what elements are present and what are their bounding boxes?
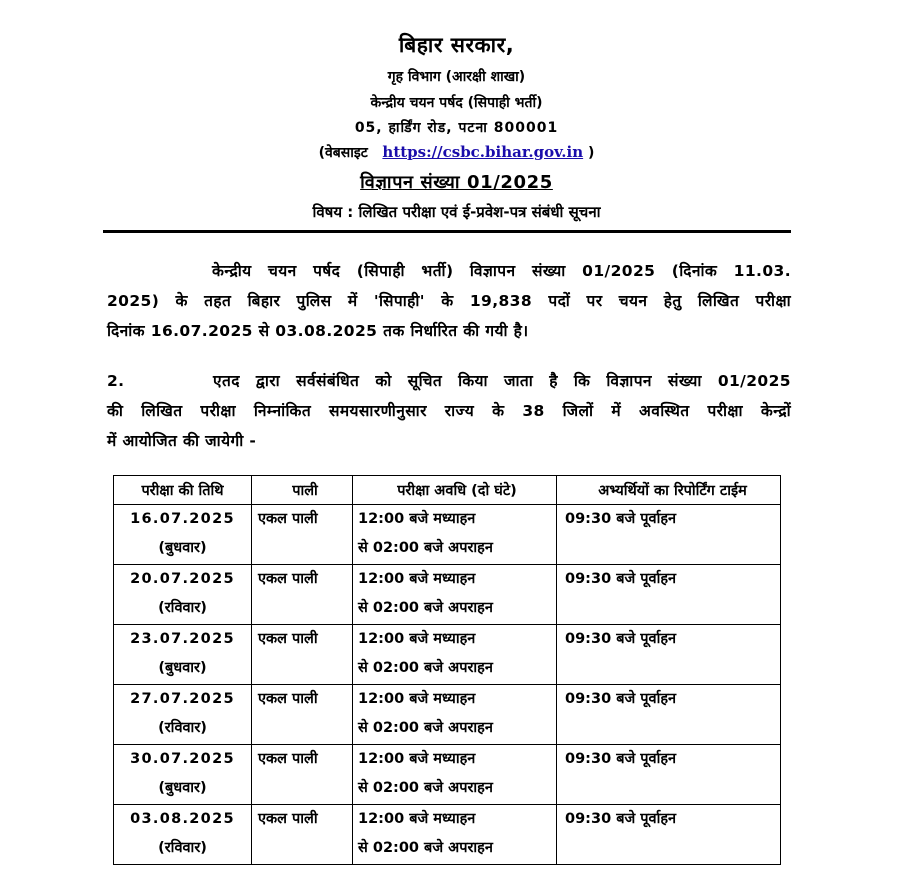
- govt-title: बिहार सरकार,: [398, 33, 515, 57]
- duration-cell: [353, 625, 557, 685]
- time-to: से 02:00 बजे अपराहन: [358, 540, 493, 556]
- paragraph-1: [107, 256, 791, 346]
- reporting-cell: [557, 745, 781, 805]
- exam-day: (रविवार): [158, 720, 207, 736]
- paragraph-2-intro: एतद द्वारा सर्वसंबंधित को सूचित किया जाता है कि: [213, 372, 591, 390]
- board-line: केन्द्रीय चयन पर्षद (सिपाही भर्ती): [370, 95, 543, 111]
- reporting-cell: [557, 685, 781, 745]
- reporting-time: 09:30 बजे पूर्वाहन: [565, 571, 677, 587]
- shift: एकल पाली: [258, 751, 318, 767]
- paragraph-2-line-2: [107, 396, 791, 426]
- header-exam-date: परीक्षा की तिथि: [114, 476, 252, 505]
- reporting-cell: [557, 805, 781, 865]
- reporting-time: 09:30 बजे पूर्वाहन: [565, 631, 677, 647]
- header-reporting-time: अभ्यर्थियों का रिपोर्टिंग टाईम: [557, 476, 781, 505]
- subject-line: विषय : लिखित परीक्षा एवं ई-प्रवेश-पत्र संबंधी सूचना: [312, 203, 601, 221]
- duration-cell: [353, 805, 557, 865]
- exam-date: 27.07.2025: [130, 691, 235, 707]
- time-from: 12:00 बजे मध्याहन: [358, 691, 476, 707]
- exam-date: 20.07.2025: [130, 571, 235, 587]
- table-row: [114, 565, 781, 625]
- website-suffix: ): [588, 145, 595, 161]
- date-cell: [114, 565, 252, 625]
- exam-date: 03.08.2025: [130, 811, 235, 827]
- header-duration: परीक्षा अवधि (दो घंटे): [353, 476, 557, 505]
- time-to: से 02:00 बजे अपराहन: [358, 720, 493, 736]
- exam-day: (रविवार): [158, 840, 207, 856]
- time-from: 12:00 बजे मध्याहन: [358, 511, 476, 527]
- duration-cell: [353, 565, 557, 625]
- table-row: [114, 685, 781, 745]
- time-from: 12:00 बजे मध्याहन: [358, 571, 476, 587]
- exam-day: (बुधवार): [158, 540, 207, 556]
- shift-cell: [252, 805, 353, 865]
- reporting-time: 09:30 बजे पूर्वाहन: [565, 811, 677, 827]
- reporting-cell: [557, 505, 781, 565]
- website-prefix: (वेबसाइट: [318, 145, 368, 161]
- website-line: [0, 143, 913, 162]
- paragraph-1-line-1: केन्द्रीय चयन पर्षद (सिपाही भर्ती) विज्ञापन संख्या 01/2025 (दिनांक 11.03.: [212, 262, 791, 280]
- shift-cell: [252, 625, 353, 685]
- shift-cell: [252, 565, 353, 625]
- exam-schedule-table: [113, 475, 781, 865]
- time-to: से 02:00 बजे अपराहन: [358, 780, 493, 796]
- reporting-cell: [557, 565, 781, 625]
- reporting-time: 09:30 बजे पूर्वाहन: [565, 691, 677, 707]
- exam-day: (बुधवार): [158, 660, 207, 676]
- paragraph-1-line-2: 2025) के तहत बिहार पुलिस में 'सिपाही' के 19,838 पदों पर चयन हेतु लिखित परीक्षा: [107, 292, 791, 310]
- department-line: गृह विभाग (आरक्षी शाखा): [387, 69, 526, 85]
- website-link[interactable]: https://csbc.bihar.gov.in: [382, 143, 584, 161]
- exam-date: 16.07.2025: [130, 511, 235, 527]
- time-from: 12:00 बजे मध्याहन: [358, 811, 476, 827]
- date-cell: [114, 685, 252, 745]
- advertisement-number: विज्ञापन संख्या 01/2025: [360, 172, 553, 193]
- time-to: से 02:00 बजे अपराहन: [358, 660, 493, 676]
- paragraph-2-schedule-text: निम्नांकित समयसारणीनुसार राज्य के 38 जिलों में अवस्थित परीक्षा केन्द्रों: [253, 402, 792, 420]
- reporting-time: 09:30 बजे पूर्वाहन: [565, 511, 677, 527]
- paragraph-2: [107, 366, 791, 456]
- duration-cell: [353, 685, 557, 745]
- exam-date: 23.07.2025: [130, 631, 235, 647]
- time-from: 12:00 बजे मध्याहन: [358, 631, 476, 647]
- time-to: से 02:00 बजे अपराहन: [358, 840, 493, 856]
- shift-cell: [252, 505, 353, 565]
- table-row: [114, 505, 781, 565]
- paragraph-2-line-1: [107, 366, 791, 396]
- shift: एकल पाली: [258, 811, 318, 827]
- table-header-row: [114, 476, 781, 505]
- date-cell: [114, 625, 252, 685]
- duration-cell: [353, 505, 557, 565]
- reporting-time: 09:30 बजे पूर्वाहन: [565, 751, 677, 767]
- table-row: [114, 625, 781, 685]
- paragraph-2-line-3: में आयोजित की जायेगी -: [107, 432, 257, 450]
- date-cell: [114, 505, 252, 565]
- shift: एकल पाली: [258, 631, 318, 647]
- time-from: 12:00 बजे मध्याहन: [358, 751, 476, 767]
- paragraph-1-line-3: दिनांक 16.07.2025 से 03.08.2025 तक निर्धारित की गयी है।: [107, 322, 529, 340]
- reporting-cell: [557, 625, 781, 685]
- paragraph-2-advertisement: विज्ञापन संख्या 01/2025: [606, 372, 791, 390]
- shift-cell: [252, 745, 353, 805]
- exam-day: (बुधवार): [158, 780, 207, 796]
- date-cell: [114, 745, 252, 805]
- exam-date: 30.07.2025: [130, 751, 235, 767]
- address-line: 05, हार्डिंग रोड, पटना 800001: [354, 120, 559, 136]
- shift: एकल पाली: [258, 511, 318, 527]
- table-row: [114, 745, 781, 805]
- divider: [103, 230, 791, 233]
- table-row: [114, 805, 781, 865]
- paragraph-2-exam: की लिखित परीक्षा: [107, 402, 236, 420]
- time-to: से 02:00 बजे अपराहन: [358, 600, 493, 616]
- date-cell: [114, 805, 252, 865]
- duration-cell: [353, 745, 557, 805]
- exam-day: (रविवार): [158, 600, 207, 616]
- shift: एकल पाली: [258, 571, 318, 587]
- header-shift: पाली: [252, 476, 353, 505]
- shift: एकल पाली: [258, 691, 318, 707]
- shift-cell: [252, 685, 353, 745]
- paragraph-number: 2.: [107, 372, 125, 390]
